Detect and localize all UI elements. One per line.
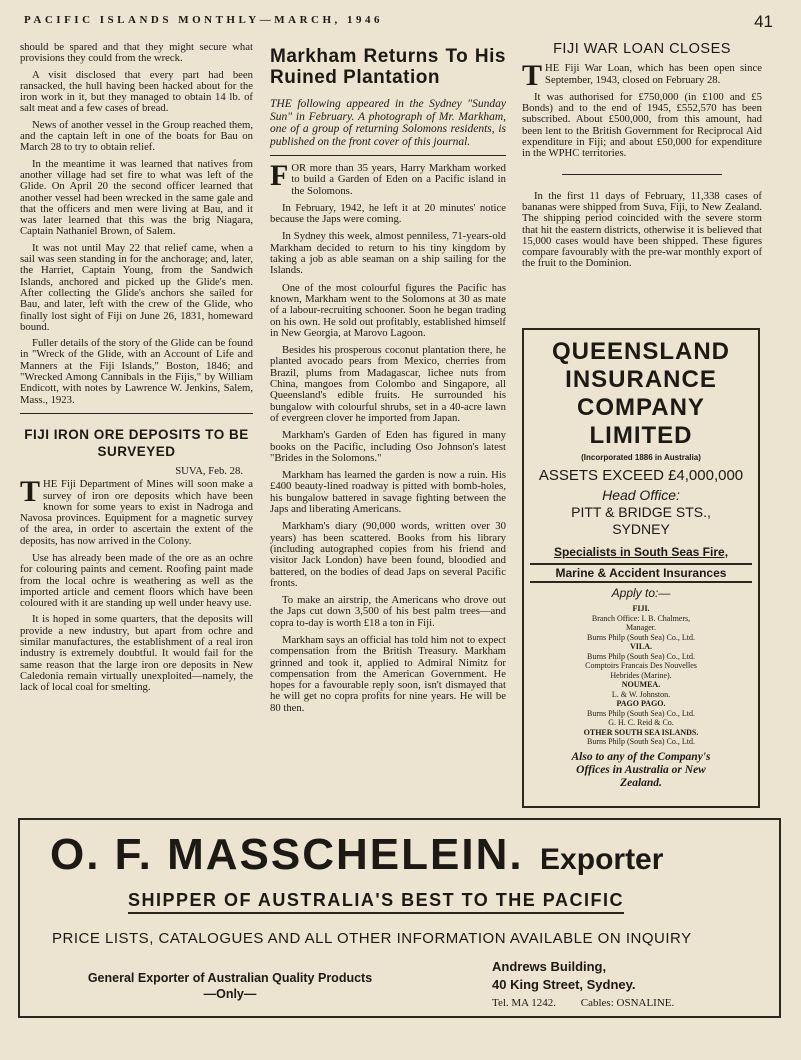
agent-line: Burns Philp (South Sea) Co., Ltd. — [586, 632, 695, 642]
paragraph: In Sydney this week, almost penniless, 71-years-old Markham decided to return to his tiny kingdom by taking a job as able seaman on a ship sailing for the Islands. — [270, 230, 506, 277]
ad-apply-to: Apply to:— — [611, 586, 671, 600]
paragraph: News of another vessel in the Group reached them, and the captain left in one of the boats for Bau on March 28 to try to obtain relief. — [20, 118, 253, 154]
drop-cap: T — [20, 475, 41, 509]
ad-agents — [530, 604, 752, 747]
paragraph: Markham has learned the garden is now a ruin. His £400 beauty-lined roadway is pitted with bomb-holes, his bungalow battered in savage fighting between the Japs and liberating Americans. — [270, 469, 506, 516]
ad-company-line: COMPANY — [577, 394, 705, 421]
paragraph: Markham's Garden of Eden has figured in many books on the Pacific, including Oso Johnson's latest "Brides in the Solomons." — [270, 429, 506, 464]
running-title: PACIFIC ISLANDS MONTHLY—MARCH, 1946 — [24, 14, 384, 26]
paragraph-text: OR more than 35 years, Harry Markham worked to build a Garden of Eden on a Pacific island in the Solomons. — [291, 162, 506, 197]
agent-line: Branch Office: I. B. Chalmers, — [591, 613, 691, 623]
column-right — [522, 42, 762, 276]
divider — [20, 413, 253, 414]
exporter-advertisement — [18, 818, 781, 1018]
agent-region: NOUMEA. — [621, 680, 661, 689]
ad-assets: ASSETS EXCEED £4,000,000 — [538, 467, 744, 484]
ad-specialists: Specialists in South Seas Fire, — [553, 545, 729, 559]
paragraph: A visit disclosed that every part had been ransacked, the hull having been hacked about for the iron work in it, but they managed to obtain 14 lb. of salt meat and a few cases of bread. — [20, 68, 253, 115]
banner-address — [492, 958, 674, 1012]
agent-line: L. & W. Johnston. — [611, 689, 671, 699]
agent-line: Burns Philp (South Sea) Co., Ltd. — [586, 651, 695, 661]
ad-also — [530, 751, 752, 790]
ad-also-line: Offices in Australia or New — [576, 763, 706, 776]
banner-price-lists: PRICE LISTS, CATALOGUES AND ALL OTHER INFORMATION AVAILABLE ON INQUIRY — [52, 930, 692, 947]
paragraph-lead — [20, 475, 253, 547]
divider — [562, 174, 722, 175]
banner-general-line: General Exporter of Australian Quality Products — [87, 971, 373, 985]
ad-company-line: INSURANCE — [565, 366, 717, 393]
divider — [270, 155, 506, 156]
ad-address: PITT & BRIDGE STS., — [571, 504, 711, 520]
column-left — [20, 42, 253, 699]
agent-line: Burns Philp (South Sea) Co., Ltd. — [586, 708, 695, 718]
agent-region: PAGO PAGO. — [616, 699, 666, 708]
paragraph: To make an airstrip, the Americans who drove out the Japs cut down 3,500 of his best palm trees—and copra to-day is worth £18 a ton in Fiji. — [270, 594, 506, 629]
paragraph-text: HE Fiji Department of Mines will soon make a survey of iron ore deposits which have been known for some years to exist in Nadroga and Navosa provinces. Equipment for a magnetic survey of the area, in order to ascertain the extent of the deposits, has now arrived in the Colony. — [20, 478, 253, 547]
banner-role: Exporter — [540, 843, 664, 876]
paragraph: should be spared and that they might secure what provisions they could from the wreck. — [20, 41, 253, 65]
article-headline: FIJI WAR LOAN CLOSES — [553, 41, 731, 57]
article-intro: THE following appeared in the Sydney "Sunday Sun" in February. A photograph of Mr. Markham, one of a group of returning Solomons residents, is published on the front cover of this journal. — [270, 98, 506, 148]
banner-company-name: O. F. MASSCHELEIN. — [50, 830, 524, 879]
banner-general — [60, 970, 400, 1002]
paragraph: It was not until May 22 that relief came, when a sail was seen standing in for the anchorage; and, later, the Harriet, Captain Young, from the Sandwich Islands, anchored and picked up the Glide's men. After collecting the Glide's anchors she sailed for Bau, and later, left with the crew of the Glide, who finally lost sight of Fiji on June 26, 1831, homeward bound. — [20, 241, 253, 333]
paragraph-lead — [270, 159, 506, 197]
article-headline: FIJI IRON ORE DEPOSITS TO BE SURVEYED — [24, 426, 249, 459]
banner-building: Andrews Building, — [492, 959, 607, 974]
paragraph: Besides his prosperous coconut plantation there, he planted avocado pears from Mexico, cherries from Brazil, plums from Madagascar, lichee nuts from China, mangoes from Colombo and Singapore, all Queensland's edible fruits. He surrounded his bungalow with colourful shrubs, set in a 40-acre lawn of evergreen clover he imported from Japan. — [270, 344, 506, 424]
banner-telephone: Tel. MA 1242. — [492, 997, 557, 1009]
paragraph-lead — [522, 59, 762, 93]
page-header — [18, 12, 783, 32]
ad-incorporated: (Incorporated 1886 in Australia) — [581, 453, 701, 462]
agent-line: Comptoirs Francais Des Nouvelles — [585, 661, 697, 670]
ad-company-line: QUEENSLAND — [551, 338, 730, 365]
paragraph-text: HE Fiji War Loan, which has been open since September, 1943, closed on February 28. — [545, 62, 762, 86]
agent-line: Manager. — [626, 623, 656, 632]
paragraph: Fuller details of the story of the Glide can be found in "Wreck of the Glide, with an Account of Life and Manners at the Fiji Islands," Boston, 1846; and "Wrecked Among Cannibals in the Fijis," by William Endicott, with notes by Lawrence W. Jenkins, Salem, Mass., 1923. — [20, 337, 253, 406]
banner-general-line: —Only— — [203, 987, 257, 1001]
agent-region: OTHER SOUTH SEA ISLANDS. — [583, 727, 699, 737]
page-number: 41 — [754, 12, 773, 31]
paragraph: It is hoped in some quarters, that the deposits will provide a new industry, but apart from ochre and similar manufactures, the establishment of a real iron industry is extremely doubtful. It would fail for the same reason that the large iron ore deposits in New Caledonia remain virtually unexploited—namely, the lack of local coal for smelting. — [20, 613, 253, 694]
paragraph: In February, 1942, he left it at 20 minutes' notice because the Japs were coming. — [270, 201, 506, 226]
ad-also-line: Zealand. — [620, 776, 662, 789]
column-middle — [270, 42, 506, 720]
insurance-advertisement — [522, 328, 760, 808]
ad-company-line: LIMITED — [589, 422, 693, 449]
agent-region: FIJI. — [632, 604, 650, 613]
agent-line: Burns Philp (South Sea) Co., Ltd. — [586, 737, 695, 746]
ad-specialists: Marine & Accident Insurances — [530, 563, 752, 583]
ad-address: SYDNEY — [612, 521, 670, 537]
article-headline: Markham Returns To His Ruined Plantation — [270, 46, 506, 88]
paragraph: In the meantime it was learned that natives from another village had set fire to what was left of the Glide. On April 20 the second officer learned that another vessel had been wrecked in the same gale and that the officers and men were living at Bau, and it was later learned that this was the brig Niagara, Captain Nathaniel Brown, of Salem. — [20, 157, 253, 238]
banner-street: 40 King Street, Sydney. — [492, 977, 636, 992]
paragraph: In the first 11 days of February, 11,338 cases of bananas were shipped from Suva, Fiji, to New Zealand. The shipping period coincided with the severe storm that hit the eastern districts, otherwise it is believed that 15,000 cases would have been shipped. These figures compare favourably with the pre-war monthly export of the fruit to the Dominion. — [522, 189, 762, 270]
banner-name-row — [50, 830, 663, 880]
agent-line: G. H. C. Reid & Co. — [608, 718, 674, 727]
paragraph: Markham says an official has told him not to expect compensation from the British Treasury. Markham grinned and took it, applied to Admiral Nimitz for compensation from the American Government. He hopes for a favourable reply soon, isn't dismayed that he will get no copra profits for nine years. He will be 80 then. — [270, 633, 506, 714]
dateline: SUVA, Feb. 28. — [175, 464, 243, 477]
banner-shipper: SHIPPER OF AUSTRALIA'S BEST TO THE PACIFIC — [128, 890, 624, 914]
banner-contact — [492, 994, 674, 1012]
ad-head-office-label: Head Office: — [602, 487, 680, 503]
paragraph: It was authorised for £750,000 (in £100 and £5 Bonds) and to the end of 1945, £552,570 has been subscribed. About £500,000, from this amount, had been lent to the British Government for Reciprocal Aid expenditure in Fiji; and about £50,000 for expenditure in the WPHC territories. — [522, 90, 762, 160]
paragraph: Use has already been made of the ore as an ochre for colouring paints and cement. Roofing paint made from the local ochre is weathering as well as the imported article and cement floors which have been coloured with it are standing up well under heavy use. — [20, 551, 253, 610]
drop-cap: F — [270, 159, 289, 192]
paragraph: One of the most colourful figures the Pacific has known, Markham went to the Solomons at 30 as mate of a labour-recruiting schooner. Soon he began trading on his own. He sold out profitably, established himself in New Georgia, at Marovo Lagoon. — [270, 281, 506, 339]
paragraph: Markham's diary (90,000 words, written over 30 years) has been scattered. Books from his library (including autographed copies from his friend and visitor Jack London) have been found, bloodied and battered, on the bodies of dead Japs on several Pacific fronts. — [270, 520, 506, 589]
agent-line: Hebrides (Marine). — [610, 670, 672, 680]
banner-cables: Cables: OSNALINE. — [580, 997, 675, 1009]
drop-cap: T — [522, 59, 543, 93]
ad-also-line: Also to any of the Company's — [571, 750, 711, 763]
agent-region: VILA. — [629, 642, 652, 651]
